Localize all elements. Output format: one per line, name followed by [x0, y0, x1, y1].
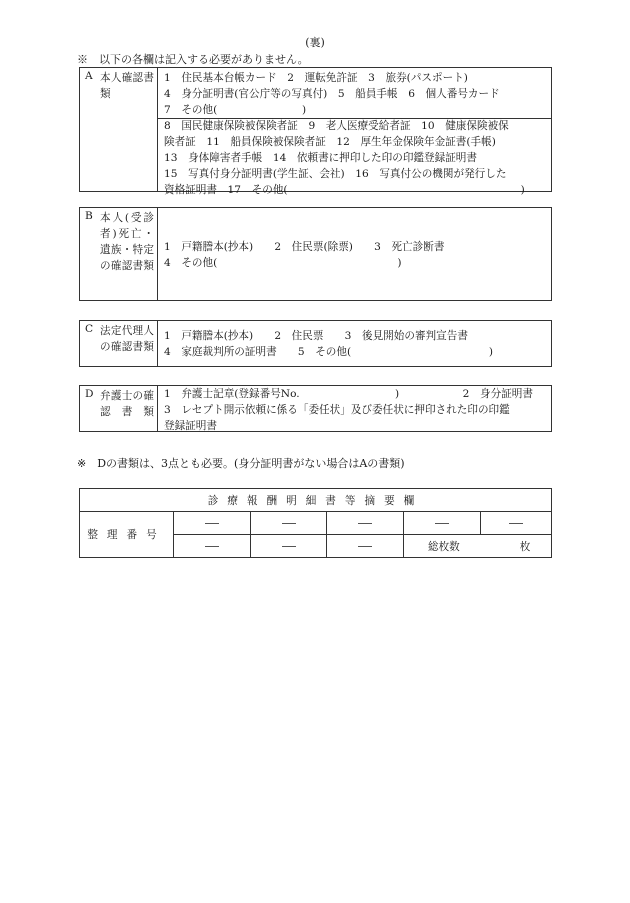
notice-bottom: ※ Dの書類は、3点とも必要。(身分証明書がない場合はAの書類) [77, 457, 405, 470]
section-d-line: 登録証明書 [164, 420, 217, 432]
total-sheets-cell[interactable] [404, 535, 552, 558]
section-b-content [164, 239, 547, 271]
section-d-line: 3 レセプト開示依頼に係る「委任状」及び委任状に押印された印の印鑑 [164, 404, 510, 416]
section-a-label [80, 68, 158, 191]
section-a-identity-docs [79, 67, 552, 196]
summary-table [79, 488, 552, 558]
section-c-content [164, 328, 547, 360]
reference-number-cell[interactable] [481, 512, 552, 535]
section-a-line: 13 身体障害者手帳 14 依頼書に押印した印の印鑑登録証明書 [164, 152, 477, 164]
reference-number-label: 整理番号 [80, 512, 174, 558]
section-d-letter: D [85, 388, 94, 400]
reference-number-cell[interactable] [251, 535, 327, 558]
section-a-line: 15 写真付身分証明書(学生証、会社) 16 写真付公の機関が発行した [164, 168, 507, 180]
dash-mark [435, 523, 449, 524]
section-a-letter: A [85, 70, 93, 82]
section-a-group2 [164, 112, 547, 198]
section-a-line: 険者証 11 船員保険被保険者証 12 厚生年金保険年金証書(手帳) [164, 136, 496, 148]
reference-number-cell[interactable] [251, 512, 327, 535]
reference-number-cell[interactable] [327, 512, 404, 535]
section-d-label [80, 386, 158, 431]
dash-mark [282, 523, 296, 524]
section-b-title: 本人(受診者)死亡・遺族・特定の確認書類 [100, 212, 154, 272]
dash-mark [358, 523, 372, 524]
section-c-label [80, 321, 158, 366]
section-d-lawyer-docs [79, 385, 552, 432]
total-sheets-label: 総枚数 [428, 540, 460, 553]
reference-number-cell[interactable] [327, 535, 404, 558]
section-b-line: 4 その他( ) [164, 257, 402, 269]
section-a-line: 1 住民基本台帳カード 2 運転免許証 3 旅券(パスポート) [164, 72, 468, 84]
section-a-title: 本人確認書類 [100, 72, 154, 100]
reference-number-cell[interactable] [404, 512, 481, 535]
section-c-letter: C [85, 323, 94, 335]
page-side-label: (裏) [305, 36, 325, 49]
section-c-line: 4 家庭裁判所の証明書 5 その他( ) [164, 346, 493, 358]
section-b-deceased-docs [79, 207, 552, 301]
section-c-title: 法定代理人の確認書類 [100, 325, 154, 353]
section-a-line: 4 身分証明書(官公庁等の写真付) 5 船員手帳 6 個人番号カード [164, 88, 500, 100]
dash-mark [282, 546, 296, 547]
summary-title: 診療報酬明細書等摘要欄 [80, 489, 552, 512]
reference-number-cell[interactable] [174, 535, 251, 558]
dash-mark [205, 523, 219, 524]
sheets-unit: 枚 [519, 540, 531, 553]
reference-number-cell[interactable] [174, 512, 251, 535]
section-d-content [164, 386, 547, 434]
section-a-line: 資格証明書 17 その他( ) [164, 184, 525, 196]
section-d-title: 弁護士の確認書類 [100, 390, 154, 418]
section-a-line: 8 国民健康保険被保険者証 9 老人医療受給者証 10 健康保険被保 [164, 120, 509, 132]
section-b-letter: B [85, 210, 93, 222]
section-a-line: 7 その他( ) [164, 104, 307, 116]
section-c-legal-rep-docs [79, 320, 552, 367]
section-c-line: 1 戸籍謄本(抄本) 2 住民票 3 後見開始の審判宣告書 [164, 330, 468, 342]
dash-mark [509, 523, 523, 524]
notice-top: ※ 以下の各欄は記入する必要がありません。 [77, 53, 309, 66]
section-d-line: 1 弁護士記章(登録番号No. ) 2 身分証明書 [164, 388, 533, 400]
dash-mark [205, 546, 219, 547]
section-a-group1 [164, 70, 547, 118]
dash-mark [358, 546, 372, 547]
section-b-label [80, 208, 158, 300]
section-b-line: 1 戸籍謄本(抄本) 2 住民票(除票) 3 死亡診断書 [164, 241, 445, 253]
